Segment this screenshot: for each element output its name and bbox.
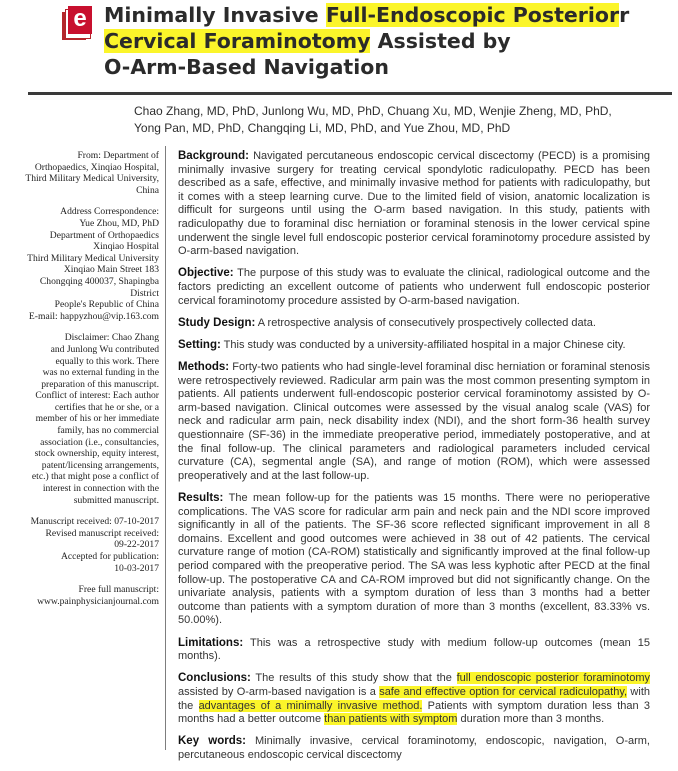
disclaimer-line: Conflict of interest: Each author [35,390,159,402]
date-line: Accepted for publication: [60,551,159,562]
methods-section [178,361,650,483]
abstract [178,150,650,771]
section-text: A retrospective analysis of consecutively prospectively collected data. [257,316,596,329]
section-text: Patients with symptom duration less than 3 months had a better outcome [178,699,650,726]
address-line: District [130,287,159,299]
section-label: Results: [178,492,224,505]
highlight-span: safe and effective option for cervical radiculopathy, [379,685,628,698]
authors-line-2: Yong Pan, MD, PhD, Changqing Li, MD, PhD, and Yue Zhou, MD, PhD [134,121,511,135]
highlight-span: full endoscopic posterior foraminotomy [456,672,650,685]
free-manuscript-block [18,584,159,607]
conclusions-section [178,672,650,726]
address-line: Chongqing 400037, Shapingba [39,275,159,287]
highlight-span: advantages of a minimally invasive method. [198,699,423,712]
disclaimer-line: and Junlong Wu contributed [50,343,159,355]
section-text: duration more than 3 months. [457,713,605,726]
section-text: Minimally invasive, cervical foraminotomy, endoscopic, navigation, O-arm, percutaneous endoscopic cervical discectomy [178,735,650,761]
journal-logo [62,6,92,40]
journal-url-link[interactable]: www.painphysicianjournal.com [37,595,159,607]
background-section [178,150,650,259]
date-line: Manuscript received: 07-10-2017 [30,516,159,528]
email-line[interactable]: E-mail: happyzhou@vip.163.com [28,310,159,322]
title-highlight-1: Full-Endoscopic Posterior [325,3,620,27]
section-label: Conclusions: [178,672,251,685]
results-section [178,492,650,628]
title-line1-pre: Minimally Invasive [104,3,326,27]
section-text: with the [178,685,650,712]
date-line: Revised manuscript received: [45,527,159,539]
section-label: Background: [178,150,249,162]
address-line: Xinqiao Hospital [93,241,159,253]
section-label: Key words: [178,735,246,748]
disclaimer-line: member of his or her immediate [35,413,159,425]
title-line3: O-Arm-Based Navigation [104,55,389,79]
disclaimer-line: patent/licensing arrangements, [41,459,159,471]
disclaimer-line: interest in connection with the [42,483,159,495]
address-line: Address Correspondence: [60,206,159,218]
free-manuscript-label: Free full manuscript: [78,584,159,596]
section-text: assisted by O-arm-based navigation is a [178,685,380,698]
affiliation-line: From: Department of [77,150,159,161]
section-label: Methods: [178,361,230,374]
disclaimer-line: preparation of this manuscript. [41,378,159,390]
setting-section [178,339,650,353]
disclaimer-line: submitted manuscript. [73,494,159,506]
section-text: This was a retrospective study with medium follow-up outcomes (mean 15 months). [178,636,650,663]
study-design-section [178,317,650,331]
correspondence-block [18,206,159,322]
date-line: 10-03-2017 [114,562,159,574]
disclaimer-line: Disclaimer: Chao Zhang [64,332,159,344]
disclaimer-line: equally to this work. There [55,355,159,367]
disclaimer-line: family, has no commercial [57,425,159,437]
highlight-span: than patients with symptom [324,713,458,726]
logo-letter: e [68,6,92,34]
disclaimer-line: stock ownership, equity interest, [34,448,159,460]
dates-block [18,516,159,574]
disclaimer-line: certifies that he or she, or a [54,401,159,413]
keywords-section [178,735,650,762]
section-text: Navigated percutaneous endoscopic cervical discectomy (PECD) is a promising minimally invasive surgery for treating cervical spondylotic radiculopathy. PECD has been described as a safe, effective, and minimally invasive method for patients with radiculopathy, but it comes with a steep learning curve. Due to the limited field of vision, anatomic localization is difficult for surgeons until using the O-arm based navigation. In this study, patients with radiculopathy due to foraminal disc herniation or foraminal stenosis in the lower cervical spine underwent the single level full endoscopic posterior cervical foraminotomy procedure assisted by O-arm-based navigation. [178,150,651,258]
section-text: The results of this study show that the [255,672,457,685]
disclaimer-block [18,332,159,506]
column-divider [165,146,166,750]
affiliation-line: Orthopaedics, Xinqiao Hospital, [34,161,159,173]
limitations-section [178,637,650,664]
article-title: Minimally Invasive Full-Endoscopic Posteriorr Cervical Foraminotomy Assisted by O-Arm-Based Navigation [104,3,630,79]
address-line: Xinqiao Main Street 183 [63,264,159,276]
title-line2-post: Assisted by [370,29,511,53]
section-label: Limitations: [178,636,244,649]
address-line: People's Republic of China [54,299,159,311]
authors-line-1: Chao Zhang, MD, PhD, Junlong Wu, MD, PhD, Chuang Xu, MD, Wenjie Zheng, MD, PhD, [134,104,612,118]
header-rule [28,92,672,95]
title-highlight-2: Cervical Foraminotomy [104,29,371,53]
address-line: Yue Zhou, MD, PhD [79,217,159,229]
objective-section [178,267,650,308]
sidebar-notes [18,150,159,617]
section-text: The mean follow-up for the patients was 15 months. There were no perioperative complications. The VAS score for radicular arm pain and neck pain and the NDI score improved significantly in all of the patients. The SF-36 score reflected significant improvement in all 8 domains. Excellent and good outcomes were achieved in 38 out of 42 patients. The cervical curvature range of motion (CA-ROM) statistically and significantly improved at the final follow-up period compared with the preoperative period. The SA was less kyphotic after PECD at the final follow-up. The postoperative CA and CA-ROM improved but did not significantly change. On the univariate analysis, patients with a symptom duration of less than 3 months had a better outcome than patients with a symptom duration of more than 3 months (excellent, 83.33% vs. 50.00%). [178,492,650,627]
disclaimer-line: association (i.e., consultancies, [40,436,159,448]
disclaimer-line: etc.) that might pose a conflict of [31,471,159,483]
date-line: 09-22-2017 [114,539,159,551]
section-label: Objective: [178,267,234,280]
section-text: The purpose of this study was to evaluate the clinical, radiological outcome and the factors predicting an excellent outcome of patients who underwent full endoscopic posterior cervical foraminotomy procedure assisted by O-arm-based navigation. [178,267,650,307]
section-text: This study was conducted by a university-affiliated hospital in a major Chinese city. [223,338,626,351]
address-line: Third Military Medical University [27,252,159,264]
author-list [134,103,654,137]
affiliation-line: Third Military Medical University, [25,173,159,185]
section-label: Study Design: [178,316,256,329]
section-label: Setting: [178,338,221,351]
affiliation-line: China [136,184,159,196]
disclaimer-line: was no external funding in the [42,367,159,379]
section-text: Forty-two patients who had single-level foraminal disc herniation or foraminal stenosis were retrospectively reviewed. Radicular arm pain was the most common presenting symptom in patients. All patients underwent full-endoscopic posterior cervical foraminotomy assisted by O-arm-based navigation. Clinical outcomes were assessed by the visual analog scale (VAS) for neck and radicular arm pain, neck disability index (NDI), and the short form-36 health survey questionnaire (SF-36) in the immediate preoperative period, immediately postoperative, and at the final follow-up. The clinical parameters and radiological parameters included cervical curvature (CA), segmental angle (SA), and range of motion (ROM), which were assessed preoperatively and at the last follow-up. [178,361,650,482]
address-line: Department of Orthopaedics [49,229,159,241]
affiliation-block [18,150,159,196]
